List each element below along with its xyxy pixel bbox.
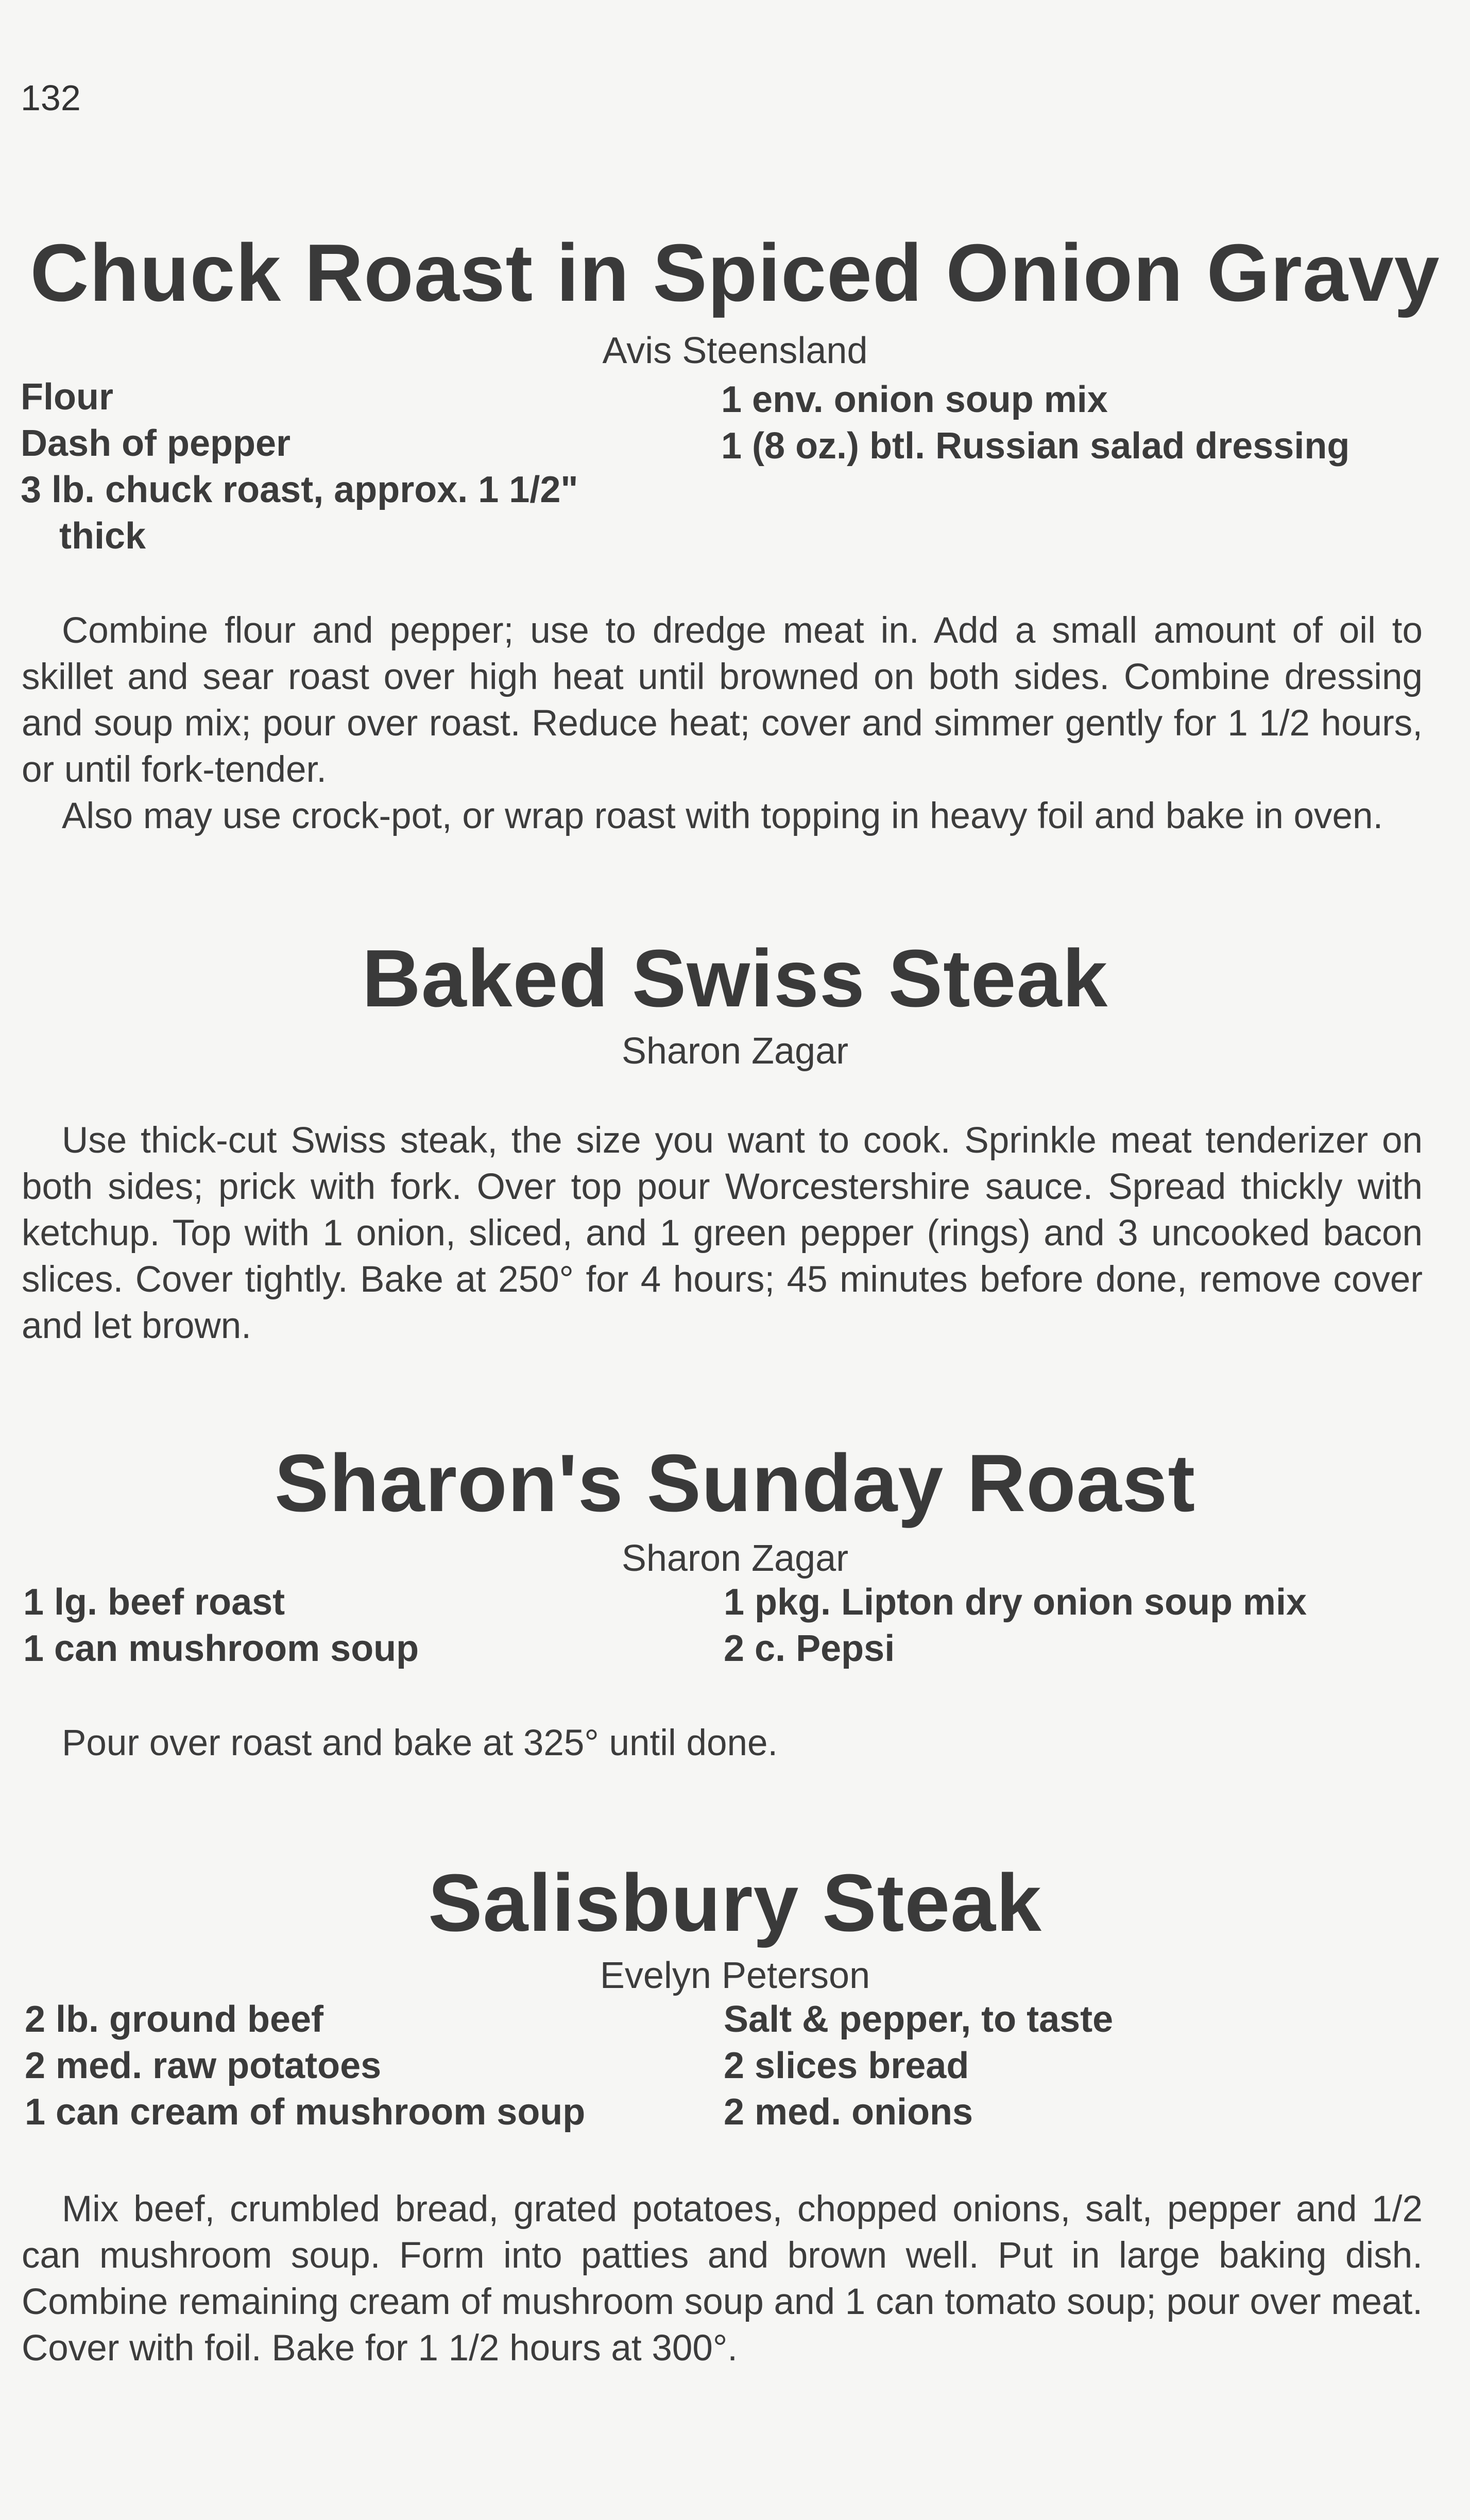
ingredient-item: 2 med. onions	[724, 2092, 973, 2133]
recipe-title: Sharon's Sunday Roast	[274, 1438, 1196, 1529]
recipe-directions: Use thick-cut Swiss steak, the size you want to cook. Sprinkle meat tenderizer on both sides; prick with fork. Over top pour Worcestershire sauce. Spread thickly with ketchup. Top with 1 onion, sliced, and 1 green pepper (rings) and 3 uncooked bacon slices. Cover tightly. Bake at 250° for 4 hours; 45 minutes before done, remove cover and let brown.	[22, 1120, 1423, 1346]
ingredient-item: 2 med. raw potatoes	[25, 2045, 382, 2086]
ingredient-item: Dash of pepper	[21, 423, 291, 464]
recipe-title: Chuck Roast in Spiced Onion Gravy	[30, 228, 1440, 318]
ingredient-item: 3 lb. chuck roast, approx. 1 1/2"	[21, 469, 578, 510]
recipe-directions: Mix beef, crumbled bread, grated potatoes, chopped onions, salt, pepper and 1/2 can mushroom soup. Form into patties and brown well. Put in large baking dish. Combine remaining cream of mushroom soup and 1 can tomato soup; pour over meat. Cover with foil. Bake for 1 1/2 hours at 300°.	[22, 2189, 1423, 2369]
recipe-author: Sharon Zagar	[621, 1031, 849, 1072]
recipe-title: Baked Swiss Steak	[362, 933, 1108, 1024]
recipe-author: Evelyn Peterson	[600, 1955, 870, 1996]
recipe-directions: Also may use crock-pot, or wrap roast with topping in heavy foil and bake in oven.	[62, 796, 1383, 836]
ingredient-item: Salt & pepper, to taste	[724, 1999, 1114, 2040]
ingredient-item: 2 lb. ground beef	[25, 1999, 324, 2040]
recipe-author: Sharon Zagar	[621, 1538, 849, 1579]
recipe-author: Avis Steensland	[602, 330, 868, 371]
ingredient-item: 1 can mushroom soup	[23, 1628, 419, 1669]
ingredient-item: 1 lg. beef roast	[23, 1582, 285, 1623]
ingredient-item: 1 (8 oz.) btl. Russian salad dressing	[721, 425, 1350, 467]
ingredient-item: thick	[59, 516, 146, 557]
recipe-title: Salisbury Steak	[428, 1858, 1042, 1948]
page-number: 132	[21, 78, 81, 118]
ingredient-item: 1 can cream of mushroom soup	[25, 2092, 586, 2133]
ingredient-item: 2 c. Pepsi	[724, 1628, 895, 1669]
ingredient-item: 1 env. onion soup mix	[721, 379, 1108, 420]
recipe-directions: Pour over roast and bake at 325° until done.	[62, 1723, 778, 1763]
recipe-directions: Combine flour and pepper; use to dredge meat in. Add a small amount of oil to skillet and sear roast over high heat until browned on both sides. Combine dressing and soup mix; pour over roast. Reduce heat; cover and simmer gently for 1 1/2 hours, or until fork-tender.	[22, 610, 1423, 790]
ingredient-item: 2 slices bread	[724, 2045, 969, 2086]
ingredient-item: 1 pkg. Lipton dry onion soup mix	[724, 1582, 1307, 1623]
ingredient-item: Flour	[21, 376, 113, 418]
